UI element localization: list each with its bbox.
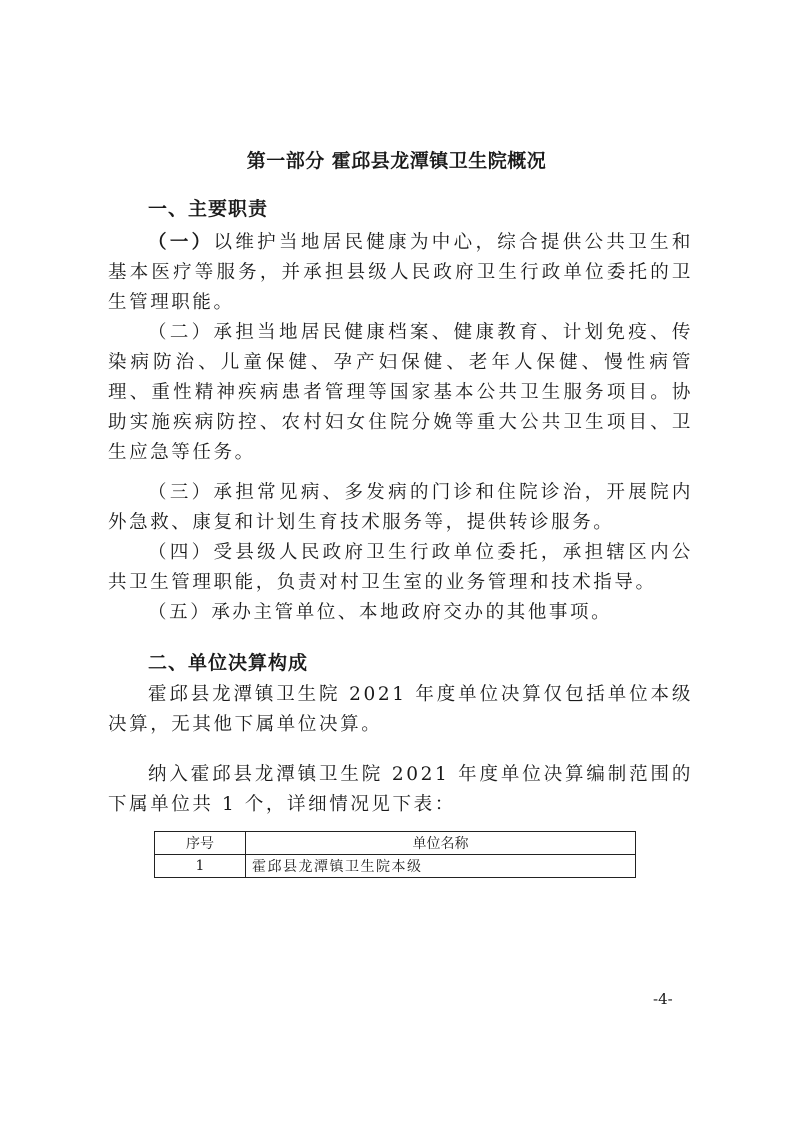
section-heading-main-duties: 一、主要职责 [148, 198, 269, 220]
page-title: 第一部分 霍邱县龙潭镇卫生院概况 [246, 150, 547, 172]
budget-paragraph-1: 霍邱县龙潭镇卫生院 2021 年度单位决算仅包括单位本级决算，无其他下属单位决算。 [108, 684, 693, 735]
duty-paragraph-3 [108, 478, 693, 538]
duty-paragraph-5 [108, 598, 693, 628]
duty-text: 承担常见病、多发病的门诊和住院诊治，开展院内外急救、康复和计划生育技术服务等，提供转诊服务。 [108, 482, 694, 533]
duty-paragraph-2 [108, 318, 693, 468]
column-header-unit-name: 单位名称 [246, 832, 636, 855]
duty-number: （三） [148, 482, 214, 503]
table-row [155, 855, 636, 878]
cell-serial: 1 [155, 855, 246, 878]
budget-paragraph-2: 纳入霍邱县龙潭镇卫生院 2021 年度单位决算编制范围的下属单位共 1 个，详细情况见下表： [108, 764, 693, 815]
duty-number: （二） [148, 322, 214, 343]
page-number: -4- [653, 990, 673, 1008]
duty-paragraph-1 [108, 228, 693, 318]
duty-text: 承担当地居民健康档案、健康教育、计划免疫、传染病防治、儿童保健、孕产妇保健、老年人保健、慢性病管理、重性精神疾病患者管理等国家基本公共卫生服务项目。协助实施疾病防控、农村妇女住院分娩等重大公共卫生项目、卫生应急等任务。 [108, 322, 694, 463]
section-heading-budget-composition: 二、单位决算构成 [148, 652, 309, 674]
subordinate-units-table [154, 831, 636, 878]
duty-text: 受县级人民政府卫生行政单位委托，承担辖区内公共卫生管理职能，负责对村卫生室的业务管理和技术指导。 [108, 542, 694, 593]
duty-number: （四） [148, 542, 214, 563]
duty-number: （五） [148, 602, 212, 623]
table-header-row [155, 832, 636, 855]
duty-text: 承办主管单位、本地政府交办的其他事项。 [211, 602, 613, 623]
column-header-serial: 序号 [155, 832, 246, 855]
duty-number: （一） [148, 232, 214, 253]
cell-unit-name: 霍邱县龙潭镇卫生院本级 [246, 855, 636, 878]
duty-paragraph-4 [108, 538, 693, 598]
duty-text: 以维护当地居民健康为中心，综合提供公共卫生和基本医疗等服务，并承担县级人民政府卫生行政单位委托的卫生管理职能。 [108, 232, 694, 313]
